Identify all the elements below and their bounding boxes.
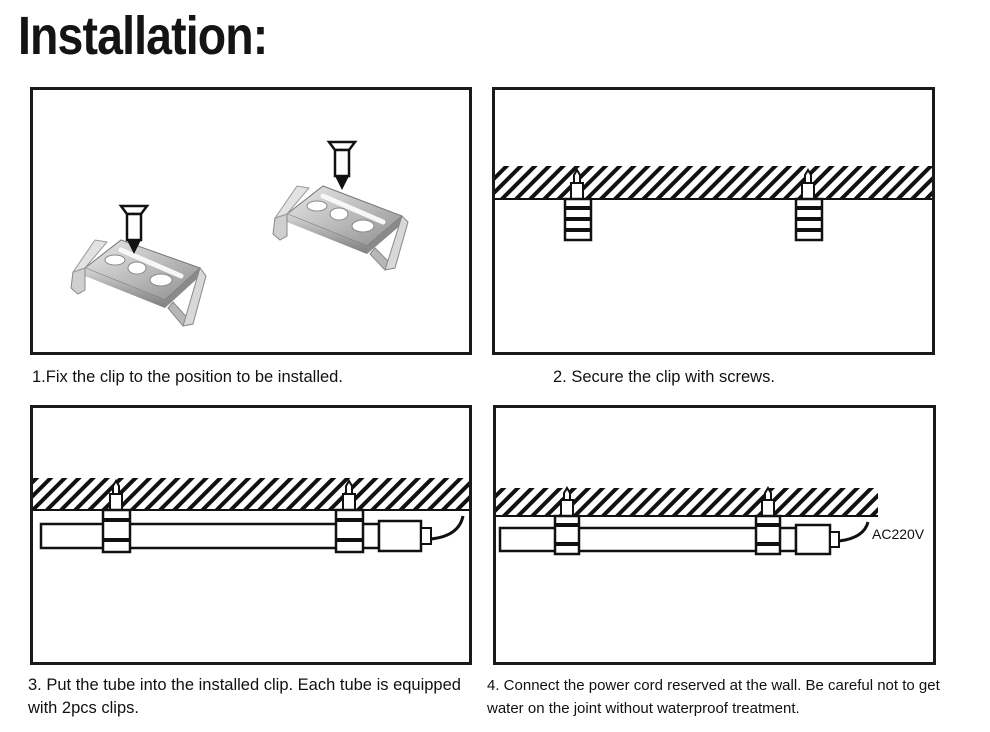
- tube-end-cap: [379, 516, 463, 551]
- tube-end-cap: [796, 522, 868, 554]
- step-1-illustration: [33, 90, 469, 352]
- led-tube: [500, 528, 796, 551]
- step-3-panel: [30, 405, 472, 665]
- step-4-illustration: [496, 408, 933, 662]
- step-1-panel: [30, 87, 472, 355]
- step-2-caption: 2. Secure the clip with screws.: [553, 368, 775, 386]
- step-4-panel: [493, 405, 936, 665]
- power-label: AC220V: [872, 526, 925, 542]
- step-1-caption: 1.Fix the clip to the position to be installed.: [32, 368, 343, 386]
- step-4-caption: 4. Connect the power cord reserved at the wall. Be careful not to get water on the joint without waterproof treatment.: [487, 677, 940, 717]
- mounting-clip-right: [273, 186, 408, 270]
- page-title: Installation:: [18, 6, 268, 66]
- mounting-clip-left: [71, 240, 206, 326]
- step-2-illustration: [495, 90, 932, 352]
- wall-hatch: [495, 166, 932, 199]
- step-2-panel: [492, 87, 935, 355]
- wall-hatch: [496, 488, 878, 516]
- step-3-illustration: [33, 408, 469, 662]
- step-3-caption: 3. Put the tube into the installed clip. Each tube is equipped with 2pcs clips.: [28, 676, 461, 717]
- led-tube: [41, 524, 379, 548]
- wall-hatch: [33, 478, 469, 510]
- screw-right: [329, 142, 355, 190]
